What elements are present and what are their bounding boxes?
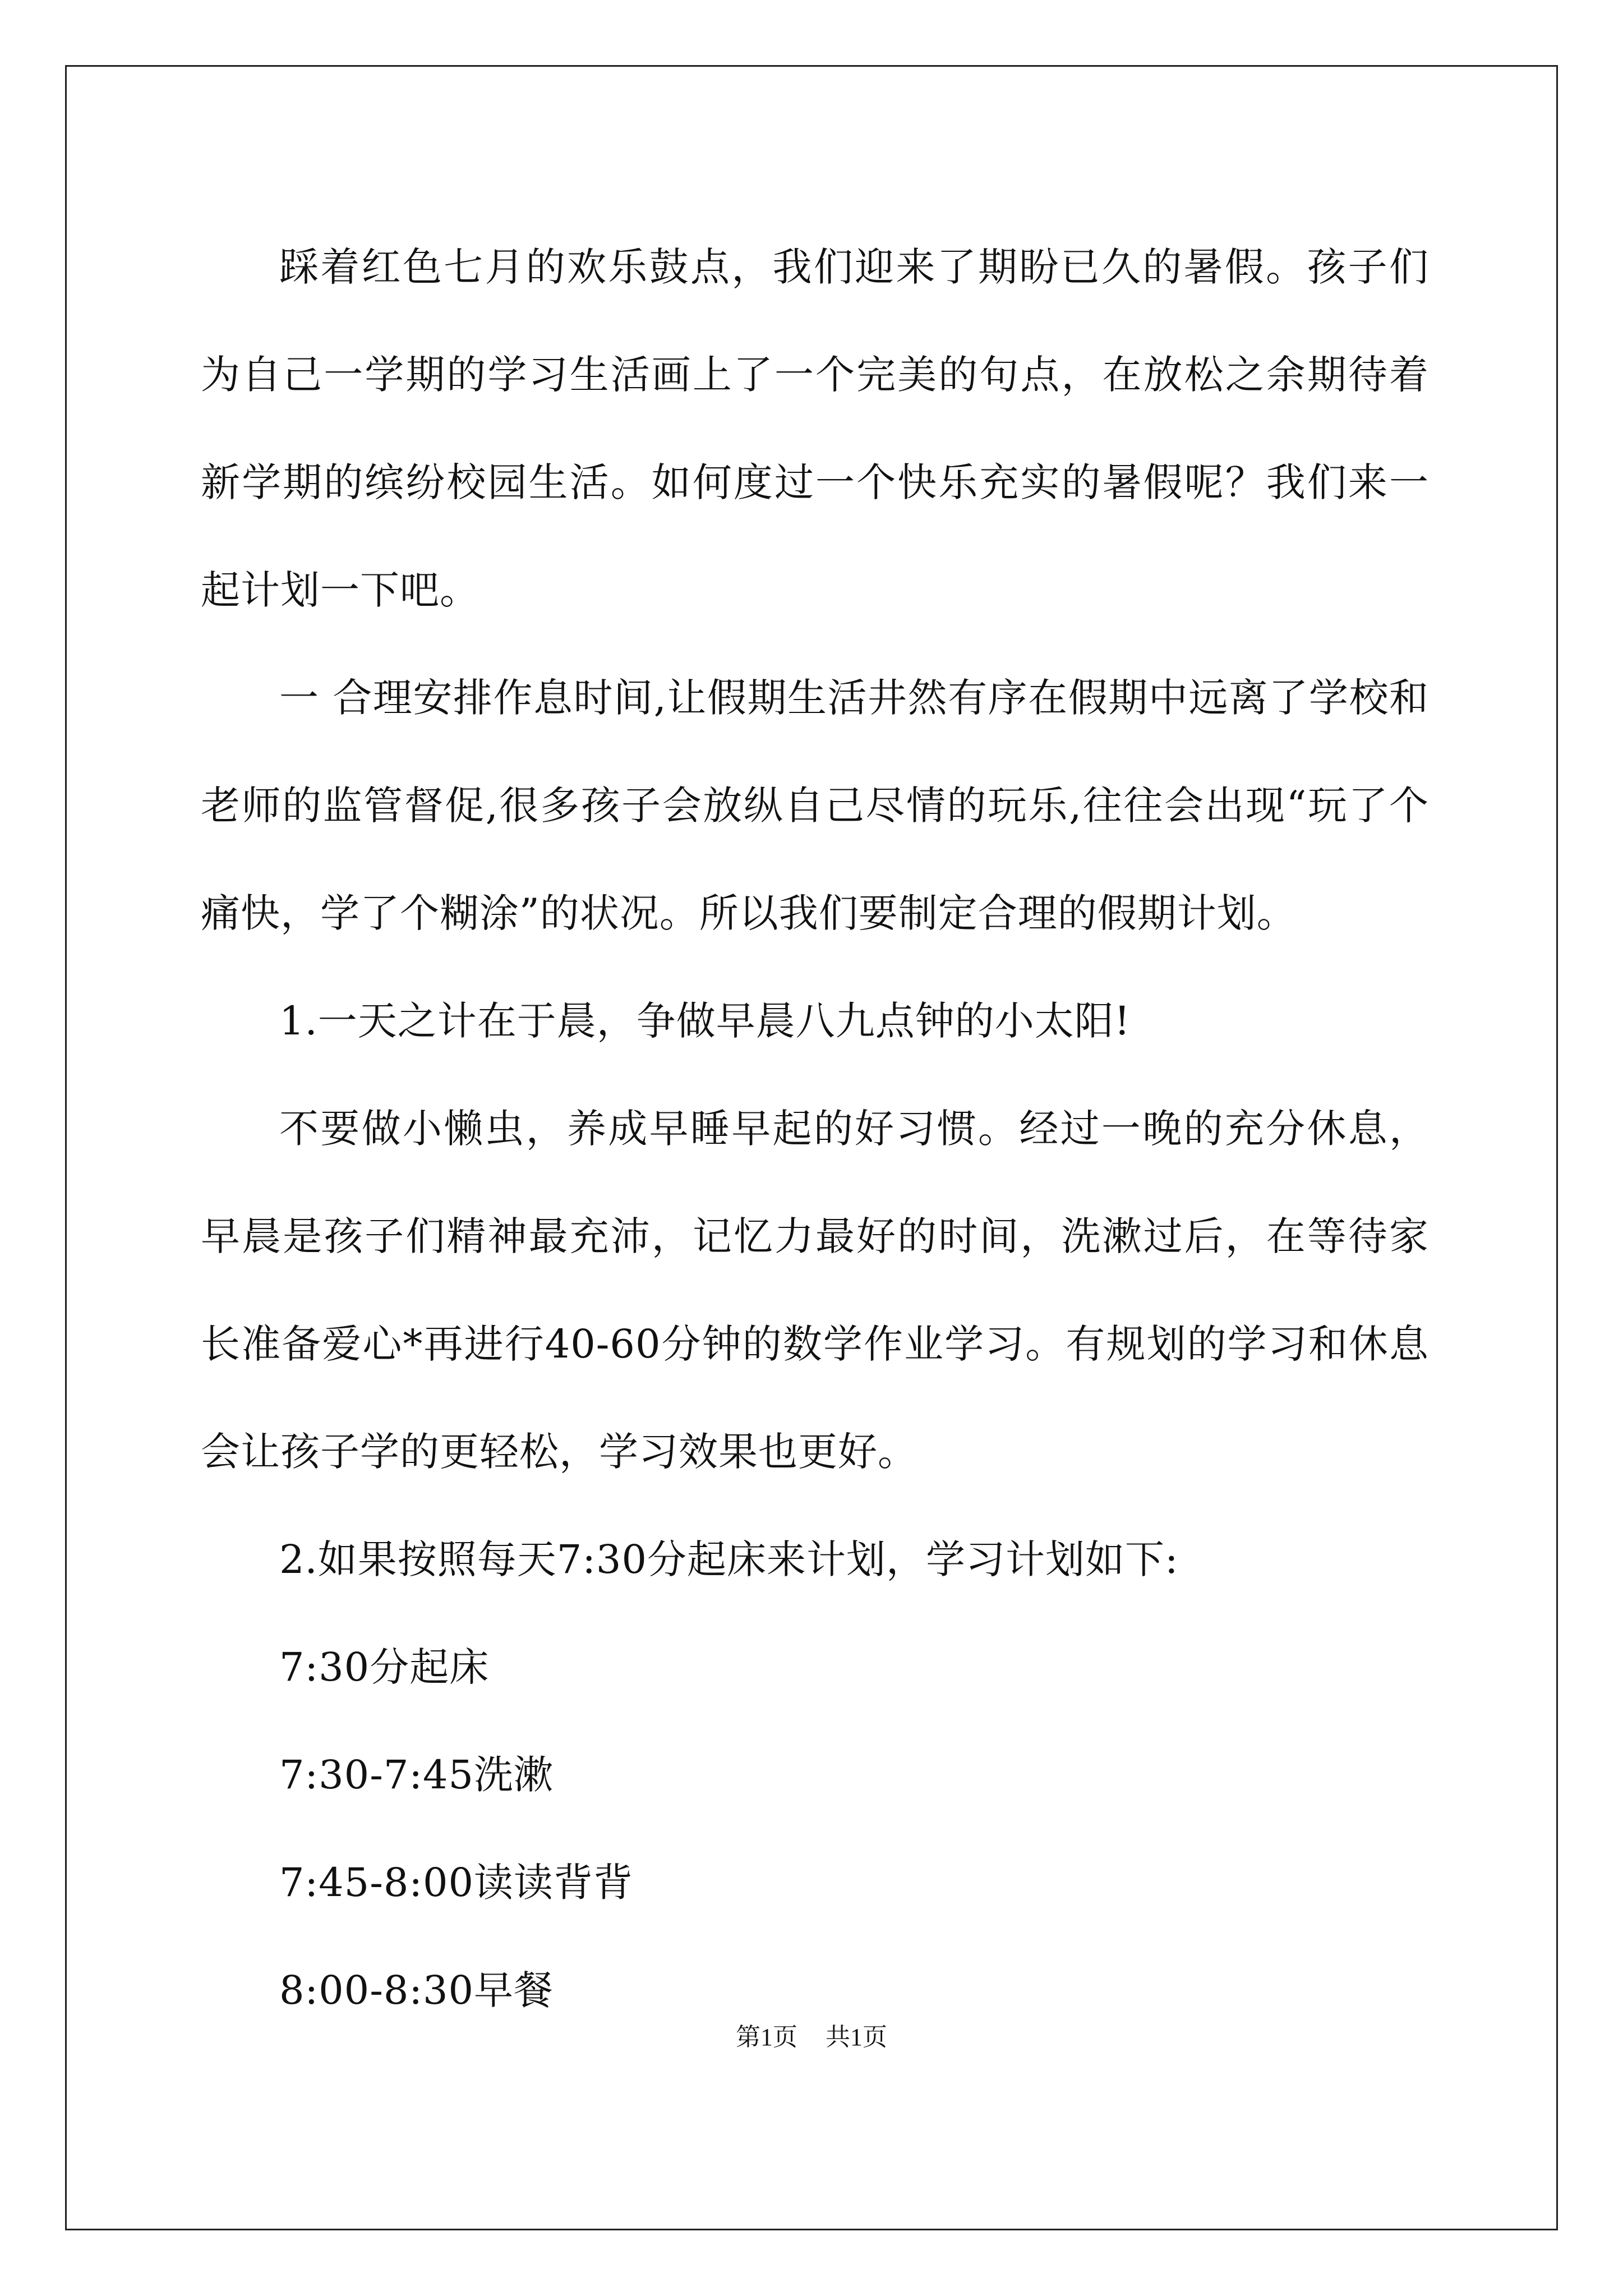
schedule-item: 8:00-8:30早餐 <box>279 1967 554 2013</box>
page-number-total: 共1页 <box>826 2023 887 2051</box>
page-number-current: 第1页 <box>736 2023 797 2051</box>
paragraph-section-one: 一 合理安排作息时间,让假期生活井然有序在假期中远离了学校和老师的监管督促,很多孩子会放纵自己尽情的玩乐,往往会出现“玩了个痛快，学了个糊涂”的状况。所以我们要制定合理的假期计划。 <box>201 675 1429 936</box>
schedule-item: 7:45-8:00读读背背 <box>279 1860 634 1906</box>
page-footer <box>0 2021 1623 2054</box>
paragraph-morning-detail: 不要做小懒虫，养成早睡早起的好习惯。经过一晚的充分休息，早晨是孩子们精神最充沛，记忆力最好的时间，洗漱过后，在等待家长准备爱心*再进行40-60分钟的数学作业学习。有规划的学习和休息会让孩子学的更轻松，学习效果也更好。 <box>201 1106 1429 1475</box>
schedule-item: 7:30-7:45洗漱 <box>279 1752 554 1798</box>
paragraph-morning-heading: 1.一天之计在于晨，争做早晨八九点钟的小太阳! <box>279 998 1131 1044</box>
paragraph-schedule-intro: 2.如果按照每天7:30分起床来计划，学习计划如下: <box>279 1536 1179 1582</box>
paragraph-intro: 踩着红色七月的欢乐鼓点，我们迎来了期盼已久的暑假。孩子们为自己一学期的学习生活画上了一个完美的句点，在放松之余期待着新学期的缤纷校园生活。如何度过一个快乐充实的暑假呢？我们来一起计划一下吧。 <box>201 244 1429 613</box>
document-body <box>201 213 1429 2044</box>
schedule-item: 7:30分起床 <box>279 1644 490 1690</box>
